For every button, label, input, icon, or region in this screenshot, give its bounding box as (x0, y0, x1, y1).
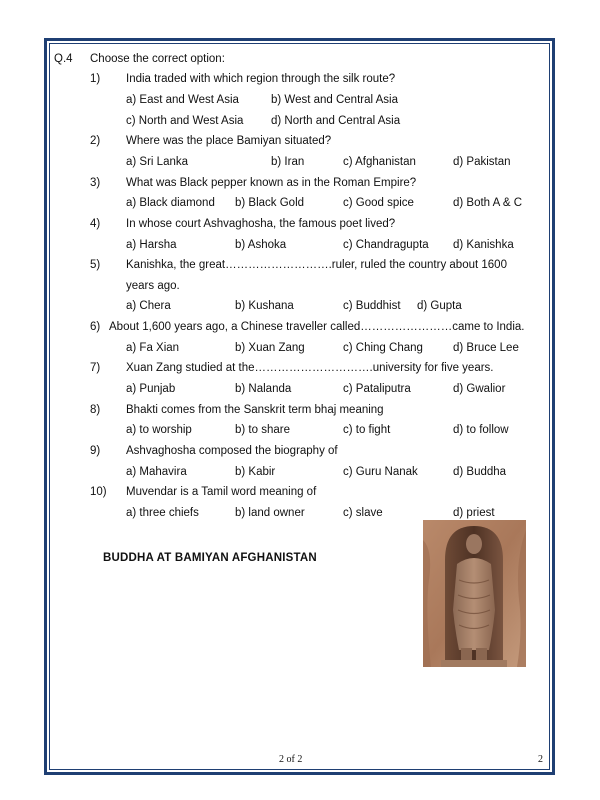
buddha-statue-photo (423, 520, 526, 667)
item-8-number: 8) (90, 404, 101, 416)
item-7-number: 7) (90, 362, 101, 374)
item-8-option-b: b) to share (235, 424, 290, 436)
item-6-number: 6) (90, 321, 101, 333)
item-2-option-b: b) Iran (271, 156, 305, 168)
item-10-option-d: d) priest (453, 507, 495, 519)
item-9-option-b: b) Kabir (235, 466, 276, 478)
item-6-option-a: a) Fa Xian (126, 342, 180, 354)
item-4-option-b: b) Ashoka (235, 239, 287, 251)
item-3-option-d: d) Both A & C (453, 197, 523, 209)
question-number: Q.4 (54, 53, 73, 65)
item-4-question: In whose court Ashvaghosha, the famous poet lived? (126, 218, 396, 230)
item-2-option-a: a) Sri Lanka (126, 156, 189, 168)
item-3-number: 3) (90, 177, 101, 189)
item-1-question: India traded with which region through the silk route? (126, 73, 396, 85)
item-7-option-a: a) Punjab (126, 383, 176, 395)
item-8-question: Bhakti comes from the Sanskrit term bhaj meaning (126, 404, 384, 416)
item-1-option-a: a) East and West Asia (126, 94, 239, 106)
question-instruction: Choose the correct option: (90, 53, 225, 65)
item-1-option-b: b) West and Central Asia (271, 94, 398, 106)
item-9-option-a: a) Mahavira (126, 466, 187, 478)
item-1-option-c: c) North and West Asia (126, 115, 244, 127)
item-2-option-c: c) Afghanistan (343, 156, 416, 168)
item-4-option-d: d) Kanishka (453, 239, 514, 251)
item-5-option-d: d) Gupta (417, 300, 462, 312)
item-5-question-continued: years ago. (126, 280, 180, 292)
item-5-option-b: b) Kushana (235, 300, 294, 312)
item-5-option-c: c) Buddhist (343, 300, 401, 312)
item-1-option-d: d) North and Central Asia (271, 115, 401, 127)
item-6-question: About 1,600 years ago, a Chinese traveller called……………………came to India. (109, 321, 525, 333)
item-7-option-c: c) Pataliputra (343, 383, 411, 395)
item-10-option-b: b) land owner (235, 507, 305, 519)
item-3-question: What was Black pepper known as in the Roman Empire? (126, 177, 417, 189)
item-1-number: 1) (90, 73, 101, 85)
item-4-option-c: c) Chandragupta (343, 239, 429, 251)
item-2-question: Where was the place Bamiyan situated? (126, 135, 332, 147)
item-7-option-b: b) Nalanda (235, 383, 292, 395)
item-9-option-d: d) Buddha (453, 466, 507, 478)
item-7-option-d: d) Gwalior (453, 383, 506, 395)
item-10-question: Muvendar is a Tamil word meaning of (126, 486, 317, 498)
item-8-option-a: a) to worship (126, 424, 192, 436)
item-9-number: 9) (90, 445, 101, 457)
image-caption: BUDDHA AT BAMIYAN AFGHANISTAN (103, 552, 317, 564)
item-2-number: 2) (90, 135, 101, 147)
item-9-question: Ashvaghosha composed the biography of (126, 445, 338, 457)
item-2-option-d: d) Pakistan (453, 156, 511, 168)
item-10-number: 10) (90, 486, 107, 498)
item-6-option-c: c) Ching Chang (343, 342, 423, 354)
page-number: 2 (538, 754, 543, 765)
item-10-option-c: c) slave (343, 507, 383, 519)
item-6-option-d: d) Bruce Lee (453, 342, 519, 354)
item-4-number: 4) (90, 218, 101, 230)
page-label: 2 of 2 (279, 754, 303, 765)
item-3-option-b: b) Black Gold (235, 197, 305, 209)
item-5-number: 5) (90, 259, 101, 271)
item-6-option-b: b) Xuan Zang (235, 342, 305, 354)
item-9-option-c: c) Guru Nanak (343, 466, 418, 478)
item-4-option-a: a) Harsha (126, 239, 177, 251)
item-7-question: Xuan Zang studied at the………………………….university for five years. (126, 362, 494, 374)
item-5-option-a: a) Chera (126, 300, 171, 312)
item-5-question: Kanishka, the great……………………….ruler, ruled the country about 1600 (126, 259, 507, 271)
item-3-option-c: c) Good spice (343, 197, 414, 209)
item-8-option-c: c) to fight (343, 424, 391, 436)
item-8-option-d: d) to follow (453, 424, 509, 436)
item-10-option-a: a) three chiefs (126, 507, 199, 519)
item-3-option-a: a) Black diamond (126, 197, 215, 209)
